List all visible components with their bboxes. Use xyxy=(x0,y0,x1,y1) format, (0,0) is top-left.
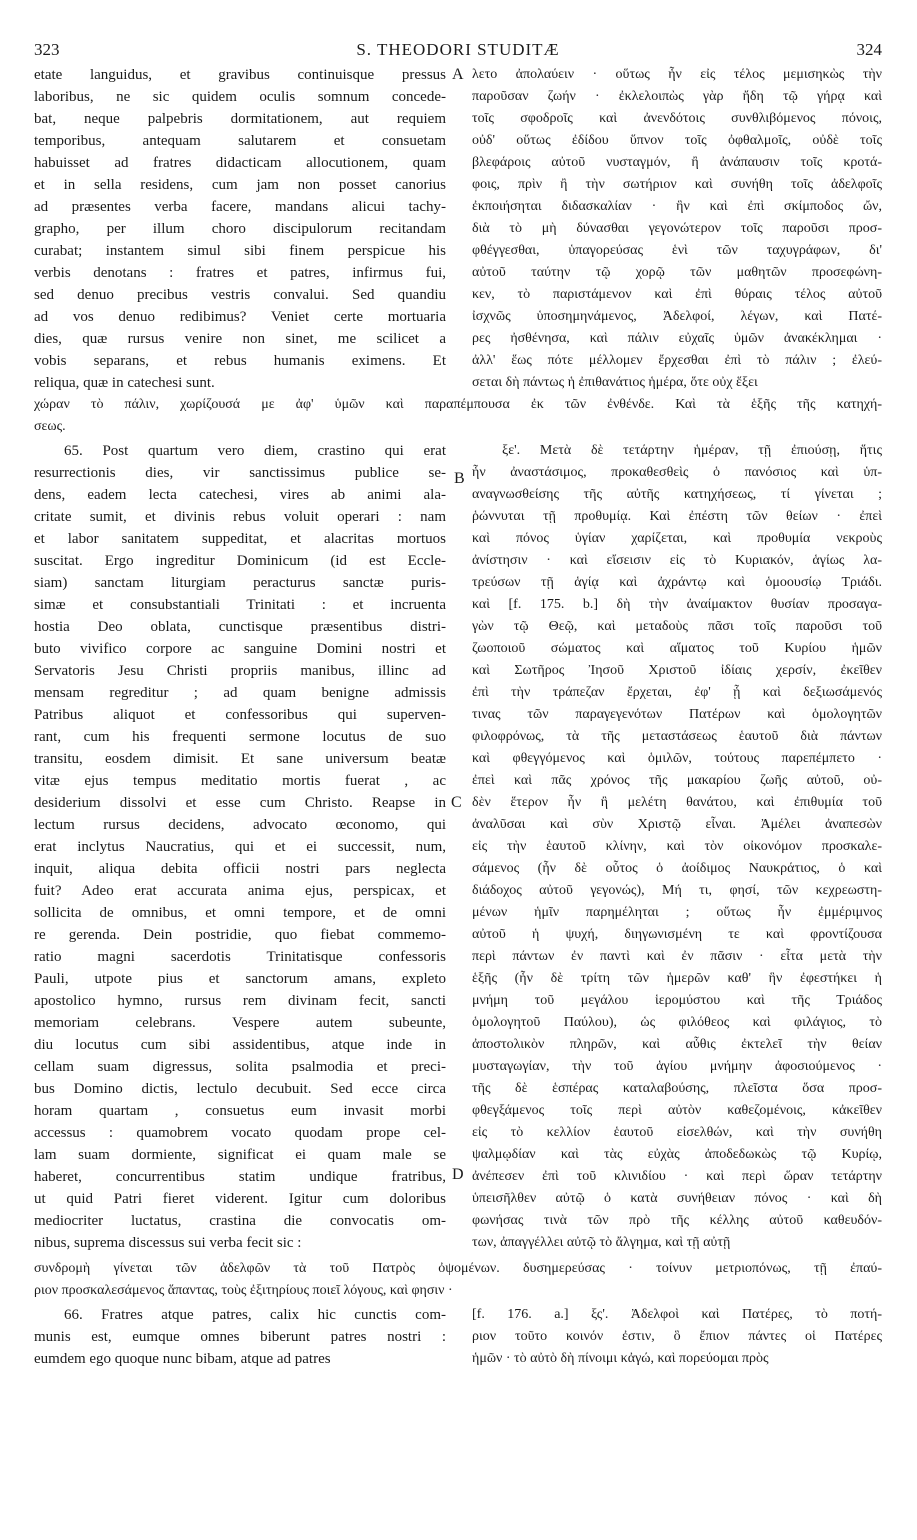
text-line: κεν, τὸ παριστάμενον καὶ ἐπὶ θύραις τέλος αὐτοῦ xyxy=(472,287,882,302)
text-line: mensam regreditur ; ad quam benigne admissis xyxy=(34,685,446,701)
text-line: reliqua, quæ in catechesi sunt. xyxy=(34,375,215,391)
text-line: βλεφάροις αὐτοῦ νυσταγμόν, ἢ ἀνάπαυσιν τοῖς κροτά- xyxy=(472,155,882,170)
text-line: ρες ἠσθένησα, καὶ πάλιν εὐχαῖς ὑμῶν ἀνακέκλημαι · xyxy=(472,331,882,346)
text-line: lectum rursus decidens, advocato œconomo, qui xyxy=(34,817,446,833)
text-line: lam suam dormiente, significat ei quam male se xyxy=(34,1147,446,1163)
text-line: ἰσχνῶς ὑποσημηνάμενος, Ἀδελφοί, λέγων, καὶ Πατέ- xyxy=(472,309,882,324)
text-line: παροῦσαν ζωήν · ἐκλελοιπὼς γὰρ ἤδη τῷ γήρᾳ καὶ xyxy=(472,89,882,104)
text-line: καὶ Σωτῆρος Ἰησοῦ Χριστοῦ ἰδίαις χερσίν, ἐκεῖθεν xyxy=(472,663,882,678)
text-line: rant, cum his frequenti sermone locutus de suo xyxy=(34,729,446,745)
text-line: γὼν τῷ Θεῷ, καὶ μεταδοὺς πᾶσι τοῖς παροῦσι τοῦ xyxy=(472,619,882,634)
text-line: ῥώννυται τῇ προθυμίᾳ. Καὶ ἐπέστη τῶν θείων · ἐπεὶ xyxy=(472,509,882,524)
text-line: [f. 176. a.] ξς'. Ἀδελφοὶ καὶ Πατέρες, τὸ ποτή- xyxy=(472,1307,882,1322)
text-line: 65. Post quartum vero diem, crastino qui erat xyxy=(64,443,446,459)
text-line: Patribus aliquot et confessoribus qui superven- xyxy=(34,707,446,723)
text-line: etate languidus, et gravibus continuisque pressus xyxy=(34,67,446,83)
text-line: μνήμη τοῦ μεγάλου ἱερομύστου καὶ τῆς Τριάδος xyxy=(472,993,882,1008)
text-line: dens, eadem lecta catechesi, vires ab animi ala- xyxy=(34,487,446,503)
greek-column-top xyxy=(472,64,882,394)
text-line: ριον τοῦτο κοινόν ἐστιν, ὃ ἔπιον πάντες οἱ Πατέρες xyxy=(472,1329,882,1344)
text-line: et in sella residens, cum jam non posset canorius xyxy=(34,177,446,193)
text-line: ad vos denuo redibimus? Veniet certe mortuaria xyxy=(34,309,446,325)
page-number-right: 324 xyxy=(856,40,882,59)
text-line: cellam suam digressus, solita psalmodia et preci- xyxy=(34,1059,446,1075)
text-line: inquit, aliqua debita officii nostri pars neglecta xyxy=(34,861,446,877)
section-marker-a: A xyxy=(452,66,464,83)
text-line: mediocriter luctatus, crastina die convocatis om- xyxy=(34,1213,446,1229)
greek-column-section-66 xyxy=(472,1304,882,1370)
text-line: bus Domino dictis, lectulo decubuit. Sed ecce circa xyxy=(34,1081,446,1097)
text-line: αὐτοῦ ἡ ψυχή, διηγωνισμένη τε καὶ φροντίζουσα xyxy=(472,927,882,942)
text-line: καὶ [f. 175. b.] δὴ τὴν ἀναίμακτον θυσίαν προσαγα- xyxy=(472,597,882,612)
text-line: σάμενος (ἦν δὲ οὗτος ὁ ἀοίδιμος Ναυκράτιος, ὁ καὶ xyxy=(472,861,882,876)
text-line: ἐπεὶ καὶ πᾶς χρόνος τῆς μακαρίου ζωῆς αὐτοῦ, οὐ- xyxy=(472,773,882,788)
text-line: apostolico hymno, rursus rem divinam fecit, sancti xyxy=(34,993,446,1009)
text-line: Servatoris Jesu Christi propriis manibus, illinc ad xyxy=(34,663,446,679)
text-line: σεται δὴ πάντως ἡ ἐπιθανάτιος ἡμέρα, ὅτε οὐχ ἕξει xyxy=(472,375,758,390)
text-line: σεως. xyxy=(34,419,66,434)
text-line: ριον προσκαλεσάμενος ἅπαντας, τοὺς ἐξιτηρίους ποιεῖ λόγους, καὶ φησιν · xyxy=(34,1283,453,1298)
text-line: eumdem ego quoque nunc bibam, atque ad patres xyxy=(34,1351,331,1367)
text-line: grapho, per illum choro discipulorum recitandam xyxy=(34,221,446,237)
greek-column-section-65 xyxy=(472,440,882,1254)
text-line: erat inclytus Naucratius, qui et ei successit, num, xyxy=(34,839,446,855)
page-header xyxy=(34,40,882,64)
text-line: nibus, suprema discessus sui verba fecit sic : xyxy=(34,1235,302,1251)
text-line: καὶ πόνος ὑγίαν χαρίζεται, καὶ προθυμία νεκροὺς xyxy=(472,531,882,546)
text-line: φωνήσας τινὰ τῶν πρὸ τῆς κέλλης αὐτοῦ καθευδόν- xyxy=(472,1213,882,1228)
text-line: ratio magni sacerdotis Trinitatisque confessoris xyxy=(34,949,446,965)
text-line: τῆς δὲ ἑσπέρας καταλαβούσης, πλεῖστα ὅσα προσ- xyxy=(472,1081,882,1096)
text-line: suscitat. Ergo ingreditur Dominicum (id est Eccle- xyxy=(34,553,446,569)
text-line: ἦν ἀναστάσιμος, προκαθεσθεὶς ὁ πανόσιος καὶ ὑπ- xyxy=(472,465,882,480)
text-line: ἀνέπεσεν ἐπὶ τοῦ κλινιδίου · καὶ περὶ ὥραν τετάρτην xyxy=(472,1169,882,1184)
text-line: 66. Fratres atque patres, calix hic cunctis com- xyxy=(64,1307,446,1323)
text-line: et labor sanitatem suppeditat, et alacritas mortuos xyxy=(34,531,446,547)
text-line: vitæ ejus tempus meditatio mortis fuerat , ac xyxy=(34,773,446,789)
text-line: fuit? Adeo erat accurata anima ejus, perspicax, et xyxy=(34,883,446,899)
latin-column-section-65 xyxy=(34,440,446,1254)
text-line: ἀναλῦσαι καὶ σὺν Χριστῷ εἶναι. Ἀμέλει ἀναπεσὼν xyxy=(472,817,882,832)
text-line: dies, quæ rursus venire non sinet, me scilicet a xyxy=(34,331,446,347)
text-line: ad præsentes verba facere, mandans alicui tachy- xyxy=(34,199,446,215)
text-line: αναγνωσθείσης τῆς αὐτῆς κατηχήσεως, τί γίνεται ; xyxy=(472,487,882,502)
text-line: laboribus, ne sic quidem oculis somnum concede- xyxy=(34,89,446,105)
text-line: ὁμολογητοῦ Παύλου), ὡς φιλόθεος καὶ φιλάγιος, τὸ xyxy=(472,1015,882,1030)
text-line: μένων ἡμῖν παρημέληται ; οὕτως ἦν ἐμμέριμνος xyxy=(472,905,882,920)
text-line: ἐπὶ τὴν τράπεζαν ἔρχεται, ἐφ' ᾗ καὶ δεξιωσάμενός xyxy=(472,685,882,700)
text-line: critate sumit, et divinis rebus voluit operari : nam xyxy=(34,509,446,525)
page-number-left: 323 xyxy=(34,40,60,59)
text-line: ξε'. Μετὰ δὲ τετάρτην ἡμέραν, τῇ ἐπιούσῃ, ἥτις xyxy=(502,443,882,458)
text-line: hostia Deo oblata, cunctisque præsentibus distri- xyxy=(34,619,446,635)
text-line: diu locutus cum sibi assidentibus, atque inde in xyxy=(34,1037,446,1053)
text-line: χώραν τὸ πάλιν, χωρίζουσά με ἀφ' ὑμῶν καὶ παραπέμπουσα ἐκ τῶν ἐνθένδε. Καὶ τὰ ἑξῆς τῆς κατηχή- xyxy=(34,397,882,412)
greek-span-section-65-end xyxy=(34,1258,882,1302)
text-line: συνδρομὴ γίνεται τῶν ἀδελφῶν τὰ τοῦ Πατρὸς ὀψομένων. δυσημερεύσας · τοίνυν μετριοπόνως, τῇ ἐπαύ- xyxy=(34,1261,882,1276)
section-marker-c: C xyxy=(451,794,462,811)
text-line: memoriam celebrans. Vespere autem subeunte, xyxy=(34,1015,446,1031)
running-head: S. THEODORI STUDITÆ xyxy=(356,40,560,59)
text-line: φθέγγεσθαι, ὑπαγορεύσας ἑνὶ τῶν ταχυγράφων, δι' xyxy=(472,243,882,258)
text-line: munis est, eumque omnes biberunt patres nostri : xyxy=(34,1329,446,1345)
text-line: desiderium dissolvi et esse cum Christo. Reapse in xyxy=(34,795,446,811)
text-line: λετο ἀπολαύειν · οὕτως ἦν εἰς τέλος μεμισηκὼς τὴν xyxy=(472,67,882,82)
greek-span-continuation xyxy=(34,394,882,438)
text-line: horam quartam , consuetus eum invasit morbi xyxy=(34,1103,446,1119)
text-line: resurrectionis dies, vir sanctissimus publice se- xyxy=(34,465,446,481)
text-line: bat, neque palpebris dormitationem, aut requiem xyxy=(34,111,446,127)
text-line: siam) sanctam liturgiam peracturus sanctæ puris- xyxy=(34,575,446,591)
text-line: εἰς τὴν ἑαυτοῦ κλίνην, καὶ τὸν οἰκονόμον προσκαλε- xyxy=(472,839,882,854)
text-line: sed denuo precibus vestris convalui. Sed quandiu xyxy=(34,287,446,303)
text-line: ut quid Patri fieret viderent. Igitur cum doloribus xyxy=(34,1191,446,1207)
text-line: τινας τῶν παραγεγενότων Πατέρων καὶ ὁμολογητῶν xyxy=(472,707,882,722)
text-line: τρεύσων τῇ ἁγίᾳ καὶ ἀχράντῳ καὶ ὁμοουσίῳ Τριάδι. xyxy=(472,575,882,590)
text-line: ἀνίστησιν · καὶ εἴσεισιν εἰς τὸ Κυριακόν, ἁγίως λα- xyxy=(472,553,882,568)
text-line: μυσταγωγίαν, τὴν τοῦ ἁγίου μνήμην ἀφοσιούμενος · xyxy=(472,1059,882,1074)
section-marker-b: B xyxy=(454,470,465,487)
text-line: verbis denotans : fratres et patres, infirmus fui, xyxy=(34,265,446,281)
section-marker-d: D xyxy=(452,1166,464,1183)
latin-column-section-66 xyxy=(34,1304,446,1370)
text-line: ἀποστολικὸν πληρῶν, καὶ αὖθις ἐκτελεῖ τὴν θείαν xyxy=(472,1037,882,1052)
text-line: φθεγξάμενος τοῖς περὶ αὐτὸν καθεζομένοις, κἀκεῖθεν xyxy=(472,1103,882,1118)
text-line: ἡμῶν · τὸ αὐτὸ δὴ πίνοιμι κἀγώ, καὶ πορεύομαι πρὸς xyxy=(472,1351,769,1366)
latin-column-top xyxy=(34,64,446,394)
text-line: habuisset ad fratres didacticam allocutionem, quam xyxy=(34,155,446,171)
text-line: haberet, concurrentibus statim undique fratribus, xyxy=(34,1169,446,1185)
text-line: οὐδ' οὕτως ἐδίδου ὕπνον τοῖς ὀφθαλμοῖς, οὐδὲ τοῖς xyxy=(472,133,882,148)
text-line: re gerenda. Dein postridie, quo fiebat commemo- xyxy=(34,927,446,943)
text-line: των, ἀπαγγέλλει αὐτῷ τὸ ἄλγημα, καὶ τῇ αὐτῇ xyxy=(472,1235,731,1250)
text-line: sollicita de omnibus, et omni tempore, et de omni xyxy=(34,905,446,921)
text-line: διὰ τὸ μὴ δύνασθαι γεγονώτερον τοῖς παροῦσι προσ- xyxy=(472,221,882,236)
text-line: Pauli, utpote pius et sanctorum amans, expleto xyxy=(34,971,446,987)
text-line: vobis separans, et rebus humanis eximens. Et xyxy=(34,353,446,369)
text-line: simæ et consubstantiali Trinitati : et incruenta xyxy=(34,597,446,613)
text-line: τοῖς σφοδροῖς καὶ ἀνενδότοις συνθλιβόμενος πόνοις, xyxy=(472,111,882,126)
text-line: ἑξῆς (ἦν δὲ τρίτη τῶν ἡμερῶν καθ' ἣν ἐφεστήκει ἡ xyxy=(472,971,882,986)
text-line: ζωοποιοῦ σώματος καὶ αἵματος τοῦ Κυρίου ἡμῶν xyxy=(472,641,882,656)
text-line: φιλοφρόνως, τὰ τῆς μεταστάσεως ἑαυτοῦ διὰ πάντων xyxy=(472,729,882,744)
text-line: transitu, eosdem dimisit. Et sane universum beatæ xyxy=(34,751,446,767)
text-line: αὐτοῦ ταύτην τῷ χορῷ τῶν μαθητῶν προσεφώνη- xyxy=(472,265,882,280)
text-line: accessus : quamobrem vocato quodam prope cel- xyxy=(34,1125,446,1141)
text-line: φοις, πρὶν ἢ τὴν σωτήριον καὶ συνήθη τοῖς ἀδελφοῖς xyxy=(472,177,882,192)
text-line: εἰς τὸ κελλίον ἑαυτοῦ εἰσελθών, καὶ τὴν συνήθη xyxy=(472,1125,882,1140)
text-line: περὶ πάντων ἐν παντὶ καὶ ἐν πᾶσιν · εἶτα μετὰ τὴν xyxy=(472,949,882,964)
text-line: temporibus, antequam salutarem et consuetam xyxy=(34,133,446,149)
text-line: ψαλμῳδίαν καὶ τὰς εὐχὰς ἀποδεδωκὼς τῷ Κυρίῳ, xyxy=(472,1147,882,1162)
text-line: ἐκποιήσηται διδασκαλίαν · ἣν καὶ ἐπὶ σκίμποδος ὤν, xyxy=(472,199,882,214)
text-line: ἀλλ' ἕως πότε μέλλομεν ἔρχεσθαι ἐπὶ τὸ πάλιν ; ἐλεύ- xyxy=(472,353,882,368)
text-line: καὶ φθεγγόμενος καὶ ὁμιλῶν, τούτους παρεπέμπετο · xyxy=(472,751,882,766)
text-line: buto vivifico corpore ac sanguine Domini nostri et xyxy=(34,641,446,657)
text-line: δὲν ἕτερον ἦν ἢ μελέτη θανάτου, καὶ ἐπιθυμία τοῦ xyxy=(472,795,882,810)
text-line: διάδοχος αὐτοῦ γεγονώς), Μή τι, φησί, τῶν κεχρεωστη- xyxy=(472,883,882,898)
text-line: curabat; instantem simul sibi finem perspicue his xyxy=(34,243,446,259)
text-line: ὑπεισῆλθεν αὐτῷ ὁ κατὰ συνήθειαν πόνος · καὶ δὴ xyxy=(472,1191,882,1206)
